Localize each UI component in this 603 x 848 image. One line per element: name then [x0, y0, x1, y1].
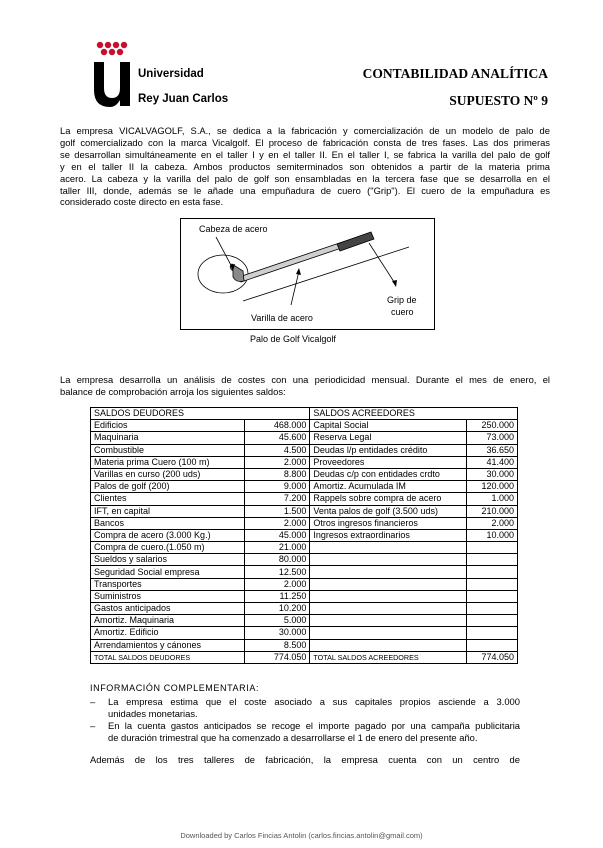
- total-debit-value: 774.050: [244, 651, 310, 663]
- debit-amount: 9.000: [244, 481, 310, 493]
- total-credit-value: 774.050: [467, 651, 518, 663]
- debit-account: Sueldos y salarios: [91, 554, 245, 566]
- credit-amount: [467, 566, 518, 578]
- table-row: [91, 517, 518, 529]
- debit-amount: 12.500: [244, 566, 310, 578]
- debit-account: IFT, en capital: [91, 505, 245, 517]
- intro-line: considerado coste directo en esta fase.: [60, 196, 224, 208]
- table-row: [91, 505, 518, 517]
- credit-amount: [467, 615, 518, 627]
- golf-club-figure: [180, 218, 435, 330]
- table-row: [91, 627, 518, 639]
- debit-amount: 11.250: [244, 590, 310, 602]
- debit-account: Amortiz. Edificio: [91, 627, 245, 639]
- debit-account: Amortiz. Maquinaria: [91, 615, 245, 627]
- debit-amount: 2.000: [244, 578, 310, 590]
- credit-account: [310, 542, 467, 554]
- debit-amount: 1.500: [244, 505, 310, 517]
- table-row: [91, 444, 518, 456]
- table-row: [91, 578, 518, 590]
- bullet-line: de duración trimestral que ha comenzado a desarrollarse el 1 de enero del presente año.: [108, 731, 478, 743]
- credit-amount: [467, 554, 518, 566]
- credit-account: Capital Social: [310, 420, 467, 432]
- intro-line: La empresa VICALVAGOLF, S.A., se dedica a la fabricación y comercialización de un modelo de palo de: [60, 125, 550, 136]
- bullet-dash: –: [90, 720, 96, 731]
- credit-account: Reserva Legal: [310, 432, 467, 444]
- table-row: [91, 615, 518, 627]
- credit-amount: 210.000: [467, 505, 518, 517]
- credit-amount: 250.000: [467, 420, 518, 432]
- debit-amount: 80.000: [244, 554, 310, 566]
- credit-account: [310, 578, 467, 590]
- credit-amount: 30.000: [467, 468, 518, 480]
- credit-amount: 2.000: [467, 517, 518, 529]
- university-name-line1: Universidad: [138, 68, 204, 80]
- total-debit-label: TOTAL SALDOS DEUDORES: [91, 651, 245, 663]
- debit-account: Clientes: [91, 493, 245, 505]
- debit-account: Gastos anticipados: [91, 603, 245, 615]
- head-label: Cabeza de acero: [199, 224, 268, 234]
- total-credit-label: TOTAL SALDOS ACREEDORES: [310, 651, 467, 663]
- debit-amount: 10.200: [244, 603, 310, 615]
- info-bullet-2: [90, 720, 520, 743]
- table-header-row: [91, 408, 518, 420]
- table-row: [91, 420, 518, 432]
- debit-account: Seguridad Social empresa: [91, 566, 245, 578]
- debit-account: Transportes: [91, 578, 245, 590]
- table-row: [91, 603, 518, 615]
- credit-account: Amortiz. Acumulada IM: [310, 481, 467, 493]
- table-row: [91, 481, 518, 493]
- table-row: [91, 590, 518, 602]
- table-row: [91, 456, 518, 468]
- credit-amount: [467, 639, 518, 651]
- download-footer: Downloaded by Carlos Fincias Antolin (carlos.fincias.antolin@gmail.com): [180, 831, 423, 840]
- debit-amount: 7.200: [244, 493, 310, 505]
- debit-account: Palos de golf (200): [91, 481, 245, 493]
- final-paragraph: Además de los tres talleres de fabricación, la empresa cuenta con un centro de: [90, 754, 520, 765]
- credit-account: Otros ingresos financieros: [310, 517, 467, 529]
- debit-amount: 2.000: [244, 517, 310, 529]
- credit-amount: 73.000: [467, 432, 518, 444]
- grip-label-line2: cuero: [391, 307, 414, 317]
- debit-amount: 30.000: [244, 627, 310, 639]
- credit-amount: [467, 542, 518, 554]
- credit-account: [310, 566, 467, 578]
- intro-line: se desarrollan simultáneamente en el taller I y en el taller II. En el taller I, se fabrica la varilla del palo de golf: [60, 148, 550, 160]
- document-subtitle: SUPUESTO Nº 9: [449, 93, 548, 108]
- table-row: [91, 493, 518, 505]
- debit-amount: 45.000: [244, 529, 310, 541]
- table-row: [91, 554, 518, 566]
- table-row: [91, 639, 518, 651]
- figure-caption: Palo de Golf Vicalgolf: [250, 334, 336, 344]
- credit-account: [310, 603, 467, 615]
- table-row: [91, 542, 518, 554]
- table-row: [91, 432, 518, 444]
- balance-table: [90, 407, 518, 664]
- credit-account: [310, 639, 467, 651]
- credit-account: Rappels sobre compra de acero: [310, 493, 467, 505]
- debit-header: SALDOS DEUDORES: [91, 408, 310, 420]
- credit-account: [310, 554, 467, 566]
- credit-amount: 10.000: [467, 529, 518, 541]
- credit-amount: [467, 590, 518, 602]
- grip-label-line1: Grip de: [387, 295, 417, 305]
- debit-account: Materia prima Cuero (100 m): [91, 456, 245, 468]
- debit-amount: 468.000: [244, 420, 310, 432]
- paragraph-line: La empresa desarrolla un análisis de costes con una periodicidad mensual. Durante el mes de enero, el: [60, 374, 550, 385]
- university-name-line2: Rey Juan Carlos: [138, 93, 229, 105]
- credit-amount: [467, 603, 518, 615]
- credit-account: Ingresos extraordinarios: [310, 529, 467, 541]
- debit-amount: 4.500: [244, 444, 310, 456]
- bullet-line: En la cuenta gastos anticipados se recoge el importe pagado por una campaña publicitaria: [108, 720, 520, 731]
- table-row: [91, 468, 518, 480]
- debit-account: Suministros: [91, 590, 245, 602]
- shaft-label: Varilla de acero: [251, 313, 313, 323]
- info-heading: INFORMACIÓN COMPLEMENTARIA:: [90, 683, 260, 693]
- debit-account: Combustible: [91, 444, 245, 456]
- credit-amount: [467, 627, 518, 639]
- bullet-line: La empresa estima que el coste asociado a sus capitales propios asciende a 3.000: [108, 696, 520, 707]
- university-logo: [92, 40, 132, 108]
- credit-amount: 36.650: [467, 444, 518, 456]
- intro-line: acero. La cabeza y la varilla del palo de golf son ensambladas en la tercera fase que se desarrolla en el: [60, 172, 550, 184]
- intro-line: y en el taller II la cabeza. Ambos productos semiterminados son obtenidos a partir de la materia prima: [60, 160, 550, 172]
- credit-amount: 120.000: [467, 481, 518, 493]
- credit-account: [310, 615, 467, 627]
- balance-intro-paragraph: [60, 374, 550, 398]
- bullet-line: unidades monetarias.: [108, 707, 198, 719]
- debit-account: Edificios: [91, 420, 245, 432]
- credit-header: SALDOS ACREEDORES: [310, 408, 518, 420]
- debit-amount: 5.000: [244, 615, 310, 627]
- debit-amount: 8.500: [244, 639, 310, 651]
- credit-account: [310, 627, 467, 639]
- debit-amount: 21.000: [244, 542, 310, 554]
- debit-amount: 2.000: [244, 456, 310, 468]
- debit-account: Arrendamientos y cánones: [91, 639, 245, 651]
- totals-row: [91, 651, 518, 663]
- intro-line: taller III, donde, además se le añade una empuñadura de cuero ("Grip"). El cuero de la empuñadura es: [60, 184, 550, 196]
- credit-account: Proveedores: [310, 456, 467, 468]
- info-bullet-1: [90, 696, 520, 719]
- intro-paragraph: [60, 125, 550, 208]
- document-title: CONTABILIDAD ANALÍTICA: [362, 66, 548, 81]
- credit-amount: [467, 578, 518, 590]
- bullet-dash: –: [90, 696, 96, 707]
- debit-account: Bancos: [91, 517, 245, 529]
- table-row: [91, 566, 518, 578]
- paragraph-line: balance de comprobación arroja los siguientes saldos:: [60, 385, 286, 397]
- credit-account: Deudas c/p con entidades crdto: [310, 468, 467, 480]
- debit-account: Compra de cuero.(1.050 m): [91, 542, 245, 554]
- credit-amount: 1.000: [467, 493, 518, 505]
- credit-account: [310, 590, 467, 602]
- debit-amount: 45.600: [244, 432, 310, 444]
- intro-line: golf comercializado con la marca Vicalgolf. El proceso de fabricación consta de tres fases. Las dos primeras: [60, 136, 550, 148]
- credit-amount: 41.400: [467, 456, 518, 468]
- debit-account: Varillas en curso (200 uds): [91, 468, 245, 480]
- debit-amount: 8.800: [244, 468, 310, 480]
- debit-account: Maquinaria: [91, 432, 245, 444]
- debit-account: Compra de acero (3.000 Kg.): [91, 529, 245, 541]
- table-row: [91, 529, 518, 541]
- credit-account: Venta palos de golf (3.500 uds): [310, 505, 467, 517]
- credit-account: Deudas l/p entidades crédito: [310, 444, 467, 456]
